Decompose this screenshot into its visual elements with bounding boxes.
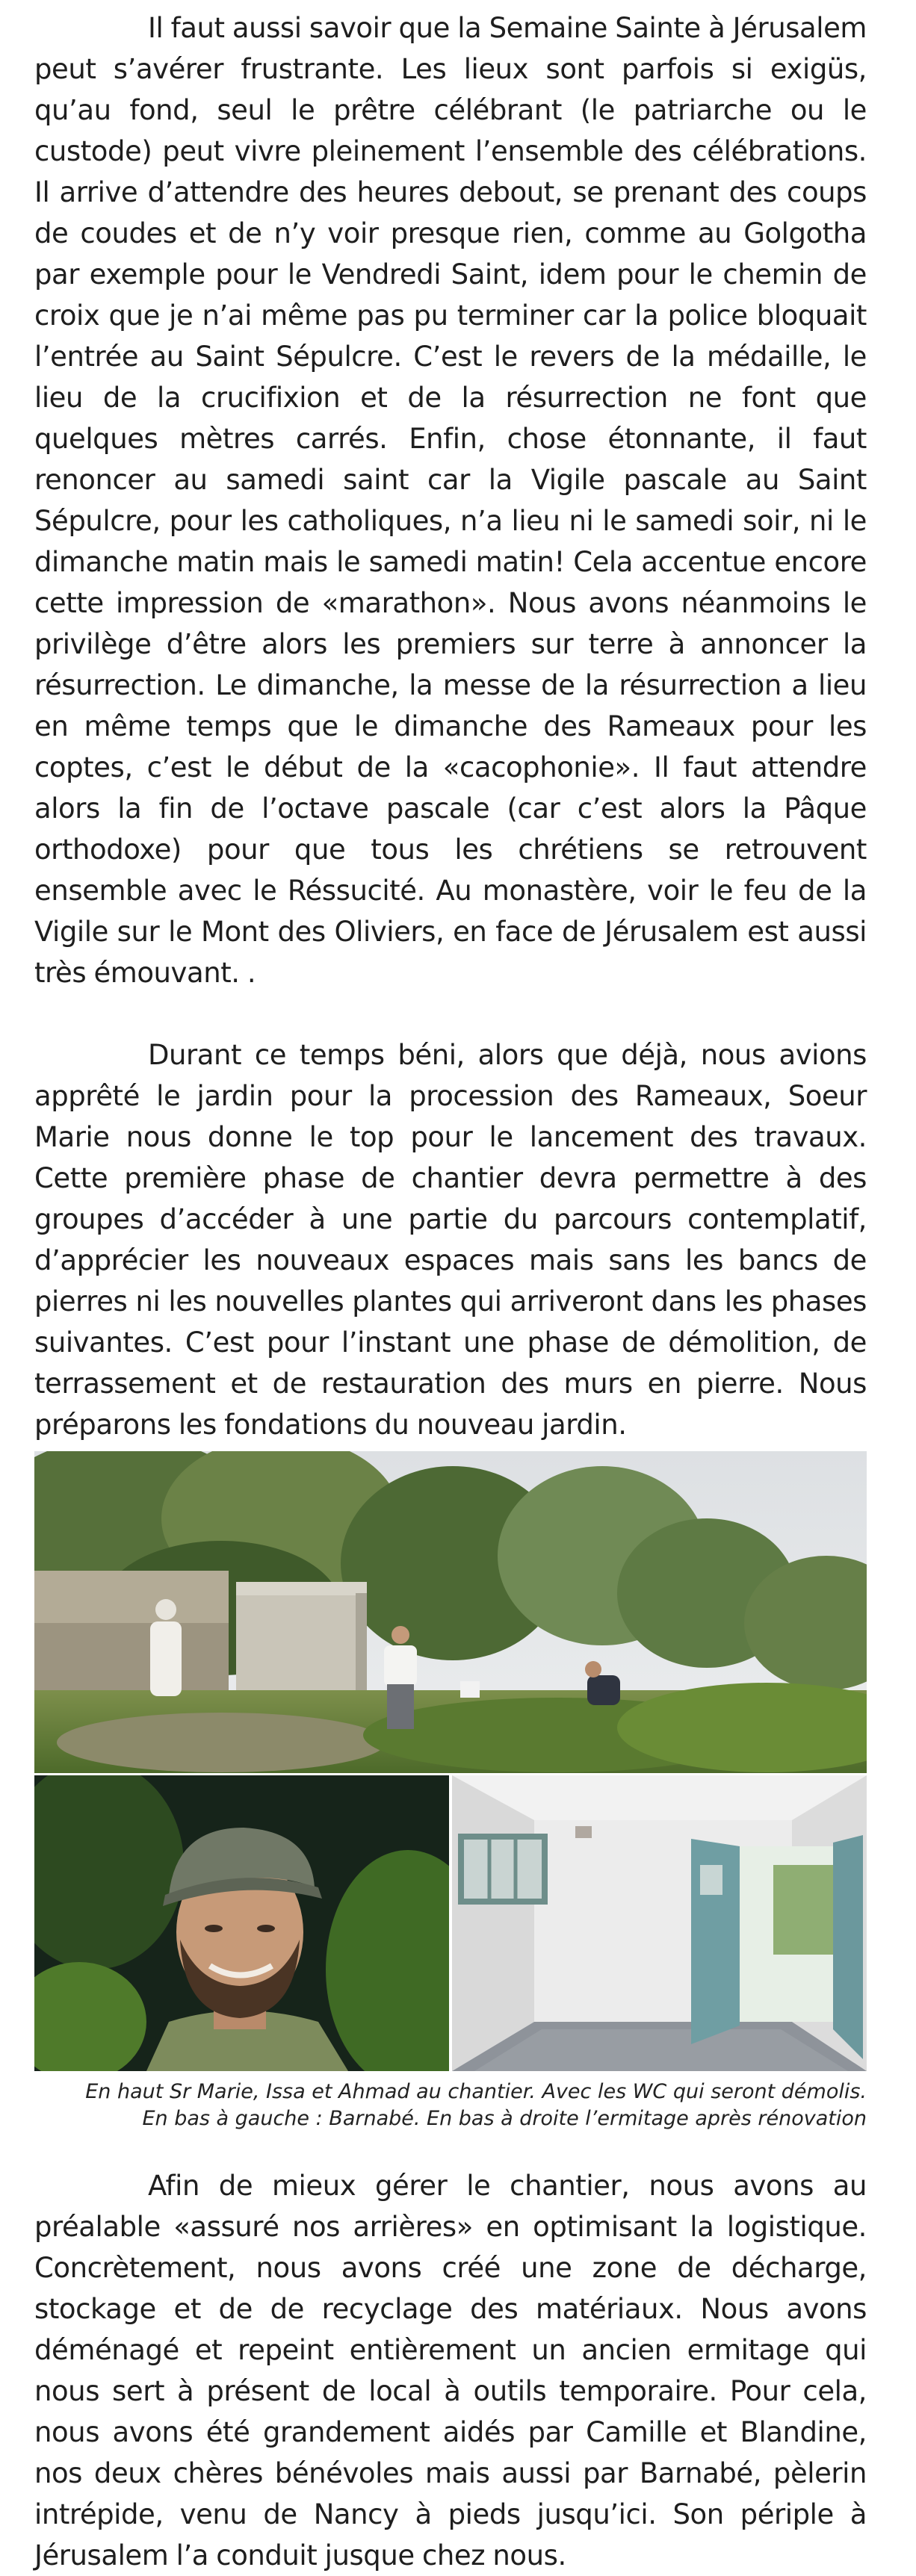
paragraph-logistics: Afin de mieux gérer le chantier, nous avons au préalable «assuré nos arrières» en optimisant la logistique. Concrètement, nous avons créé une zone de décharge, stockage et de de recyclage des matériaux. Nous avons déménagé et repeint entièrement un ancien ermitage qui nous sert à présent de local à outils temporaire. Pour cela, nous avons été grandement aidés par Camille et Blandine, nos deux chères bénévoles mais aussi par Barnabé, pèlerin intrépide, venu de Nancy à pieds jusqu’ici. Son périple à Jérusalem l’a conduit jusque chez nous.	[34, 2170, 867, 2572]
photo-caption	[34, 2079, 867, 2132]
paragraph-holy-week: Il faut aussi savoir que la Semaine Sainte à Jérusalem peut s’avérer frustrante. Les lieux sont parfois si exigüs, qu’au fond, seul le prêtre célébrant (le patriarche ou le custode) peut vivre pleinement l’ensemble des célébrations. Il arrive d’attendre des heures debout, se prenant des coups de coudes et de n’y voir presque rien, comme au Golgotha par exemple pour le Vendredi Saint, idem pour le chemin de croix que je n’ai même pas pu terminer car la police bloquait l’entrée au Saint Sépulcre. C’est le revers de la médaille, le lieu de la crucifixion et de la résurrection ne font que quelques mètres carrés. Enfin, chose étonnante, il faut renoncer au samedi saint car la Vigile pascale au Saint Sépulcre, pour les catholiques, n’a lieu ni le samedi soir, ni le dimanche matin mais le samedi matin! Cela accentue encore cette impression de «marathon». Nous avons néanmoins le privilège d’être alors les premiers sur terre à annoncer la résurrection. Le dimanche, la messe de la résurrection a lieu en même temps que le dimanche des Rameaux pour les coptes, c’est le début de la «cacophonie». Il faut attendre alors la fin de l’octave pascale (car c’est alors la Pâque orthodoxe) pour que tous les chrétiens se retrouvent ensemble avec le Réssucité. Au monastère, voir le feu de la Vigile sur le Mont des Oliviers, en face de Jérusalem est aussi très émouvant. .	[34, 12, 867, 989]
photo-row-bottom	[34, 1775, 867, 2071]
photo-barnabe-portrait	[34, 1775, 449, 2071]
photo-hermitage-interior	[452, 1775, 867, 2071]
photo-collage	[34, 1451, 867, 2132]
caption-line-2: En bas à gauche : Barnabé. En bas à droite l’ermitage après rénovation	[142, 2107, 867, 2130]
photo-garden-worksite	[34, 1451, 867, 1773]
article-page	[34, 7, 867, 2576]
paragraph-works-start: Durant ce temps béni, alors que déjà, nous avions apprêté le jardin pour la procession des Rameaux, Soeur Marie nous donne le top pour le lancement des travaux. Cette première phase de chantier devra permettre à des groupes d’accéder à une partie du parcours contemplatif, d’apprécier les nouveaux espaces mais sans les bancs de pierres ni les nouvelles plantes qui arriveront dans les phases suivantes. C’est pour l’instant une phase de démolition, de terrassement et de restauration des murs en pierre. Nous préparons les fondations du nouveau jardin.	[34, 1039, 867, 1441]
caption-line-1: En haut Sr Marie, Issa et Ahmad au chantier. Avec les WC qui seront démolis.	[85, 2080, 867, 2103]
